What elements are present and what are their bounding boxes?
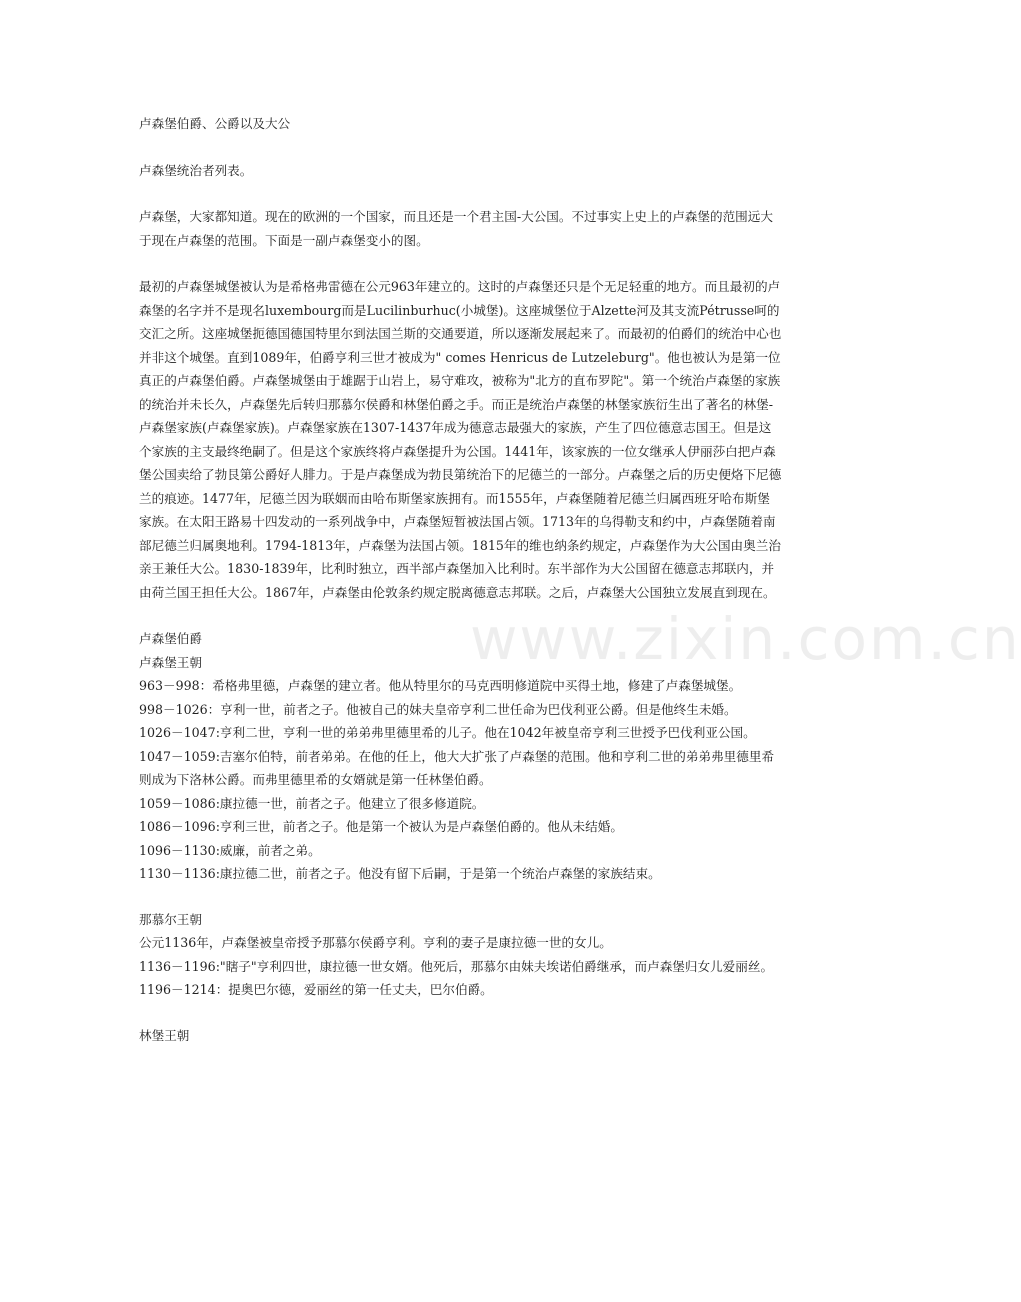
intro-paragraph: 卢森堡，大家都知道。现在的欧洲的一个国家，而且还是一个君主国-大公国。不过事实上史上的卢森堡的范围远大于现在卢森堡的范围。下面是一副卢森堡变小的图。 [139, 209, 773, 248]
limburg-section [139, 1024, 782, 1048]
namur-section [139, 908, 782, 1002]
list-item: 1136－1196:"瞎子"亨利四世，康拉德一世女婿。他死后，那慕尔由妹夫埃诺伯爵继承，而卢森堡归女儿爱丽丝。 [139, 958, 774, 974]
history-paragraph: 最初的卢森堡城堡被认为是希格弗雷德在公元963年建立的。这时的卢森堡还只是个无足轻重的地方。而且最初的卢森堡的名字并不是现名luxembourg而是Lucilinburhuc(小城堡)。这座城堡位于Alzette河及其支流Pétrusse呵的交汇之所。这座城堡扼德国德国特里尔到法国兰斯的交通要道，所以逐渐发展起来了。而最初的伯爵们的统治中心也并非这个城堡。直到1089年，伯爵亨利三世才被成为" comes Henricus de Lutzeleburg"。他也被认为是第一位真正的卢森堡伯爵。卢森堡城堡由于雄踞于山岩上，易守难攻，被称为"北方的直布罗陀"。第一个统治卢森堡的家族的统治并未长久，卢森堡先后转归那慕尔侯爵和林堡伯爵之手。而正是统治卢森堡的林堡家族衍生出了著名的林堡-卢森堡家族(卢森堡家族)。卢森堡家族在1307-1437年成为德意志最强大的家族，产生了四位德意志国王。但是这个家族的主支最终绝嗣了。但是这个家族终将卢森堡提升为公国。1441年，该家族的一位女继承人伊丽莎白把卢森堡公国卖给了勃艮第公爵好人腓力。于是卢森堡成为勃艮第统治下的尼德兰的一部分。卢森堡之后的历史便烙下尼德兰的痕迹。1477年，尼德兰因为联姻而由哈布斯堡家族拥有。而1555年，卢森堡随着尼德兰归属西班牙哈布斯堡家族。在太阳王路易十四发动的一系列战争中，卢森堡短暂被法国占领。1713年的乌得勒支和约中，卢森堡随着南部尼德兰归属奥地利。1794-1813年，卢森堡为法国占领。1815年的维也纳条约规定，卢森堡作为大公国由奥兰治亲王兼任大公。1830-1839年，比利时独立，西半部卢森堡加入比利时。东半部作为大公国留在德意志邦联内，并由荷兰国王担任大公。1867年，卢森堡由伦敦条约规定脱离德意志邦联。之后，卢森堡大公国独立发展直到现在。 [139, 279, 782, 600]
watermark: www.zixin.com.cn [470, 605, 1021, 673]
list-item: 1026－1047:亨利二世，亨利一世的弟弟弗里德里希的儿子。他在1042年被皇帝亨利三世授予巴伐利亚公国。 [139, 725, 756, 740]
section-heading: 那慕尔王朝 [139, 911, 202, 927]
list-item: 1059－1086:康拉德一世，前者之子。他建立了很多修道院。 [139, 795, 485, 811]
document-body [139, 112, 782, 1047]
list-item: 1096－1130:威廉，前者之弟。 [139, 842, 321, 858]
list-item: 1196－1214：提奥巴尔德，爱丽丝的第一任丈夫，巴尔伯爵。 [139, 982, 493, 997]
list-item: 963－998：希格弗里德，卢森堡的建立者。他从特里尔的马克西明修道院中买得土地，修建了卢森堡城堡。 [139, 678, 742, 693]
list-item: 公元1136年，卢森堡被皇帝授予那慕尔侯爵亨利。亨利的妻子是康拉德一世的女儿。 [139, 935, 612, 950]
section-heading: 卢森堡伯爵 [139, 631, 202, 646]
counts-section [139, 627, 782, 886]
dynasty-heading: 卢森堡王朝 [139, 654, 202, 670]
list-item: 1086－1096:亨利三世，前者之子。他是第一个被认为是卢森堡伯爵的。他从未结婚。 [139, 819, 623, 834]
document-title: 卢森堡伯爵、公爵以及大公 [139, 116, 291, 131]
list-item: 998－1026：亨利一世，前者之子。他被自己的妹夫皇帝亨利二世任命为巴伐利亚公爵。但是他终生未婚。 [139, 701, 737, 717]
section-heading: 林堡王朝 [139, 1027, 190, 1043]
list-item: 1047－1059:吉塞尔伯特，前者弟弟。在他的任上，他大大扩张了卢森堡的范围。他和亨利二世的弟弟弗里德里希则成为下洛林公爵。而弗里德里希的女婿就是第一任林堡伯爵。 [139, 748, 775, 787]
document-subtitle: 卢森堡统治者列表。 [139, 162, 253, 178]
list-item: 1130－1136:康拉德二世，前者之子。他没有留下后嗣，于是第一个统治卢森堡的家族结束。 [139, 866, 661, 881]
